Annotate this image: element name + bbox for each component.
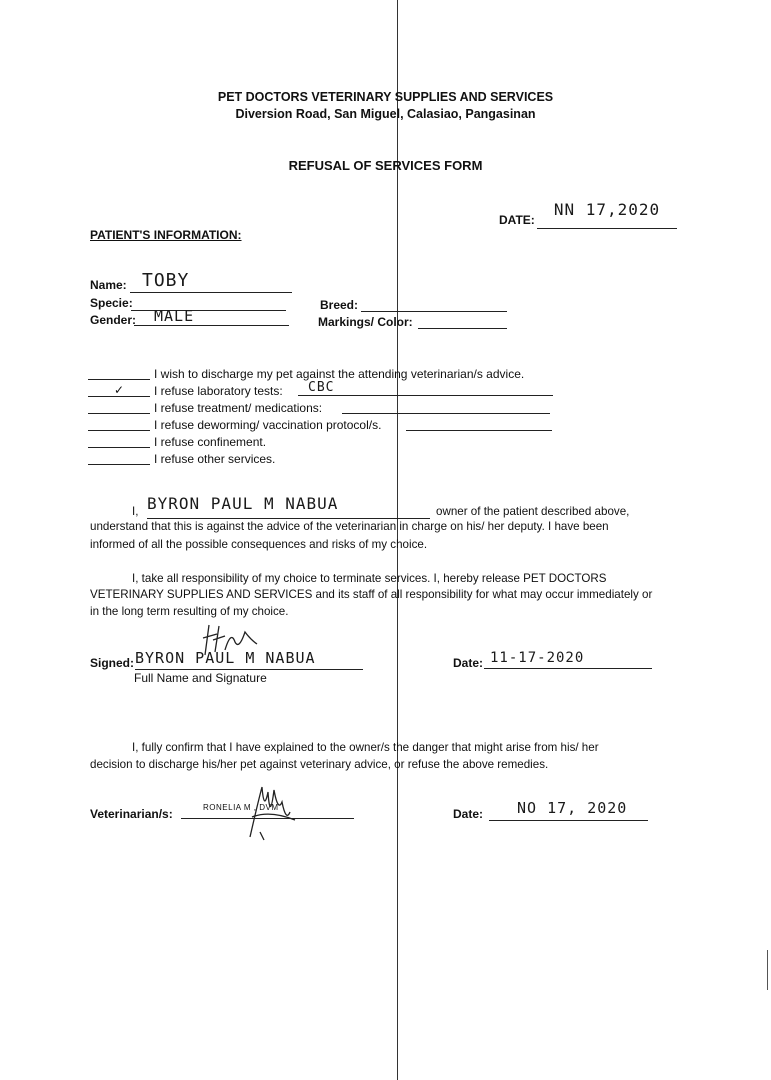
markings-value [418, 315, 507, 329]
patient-section-title: PATIENT'S INFORMATION: [90, 228, 242, 242]
option-check-line [88, 400, 150, 414]
statement-line3: informed of all the possible consequences and risks of my choice. [90, 538, 428, 551]
option-row [88, 417, 568, 434]
form-title: REFUSAL OF SERVICES FORM [288, 158, 483, 173]
option-row [88, 451, 568, 468]
markings-label: Markings/ Color: [318, 315, 413, 329]
option-fill [342, 400, 550, 414]
scan-edge-mark [767, 950, 768, 990]
refusal-options [88, 366, 568, 468]
option-check-line [88, 451, 150, 465]
company-name: PET DOCTORS VETERINARY SUPPLIES AND SERVICES [217, 90, 554, 104]
responsibility-line3: in the long term resulting of my choice. [90, 605, 289, 618]
option-text: I refuse other services. [154, 452, 276, 466]
signed-name: BYRON PAUL M NABUA [135, 649, 363, 670]
veterinarian-signature-scribble [240, 782, 300, 842]
confirmation-line1: I, fully confirm that I have explained to the owner/s the danger that might arise from his/ her [132, 741, 599, 754]
option-fill: CBC [298, 380, 553, 396]
signed-date-label: Date: [453, 656, 484, 670]
option-check-line [88, 366, 150, 380]
statement-line1: owner of the patient described above, [436, 505, 630, 518]
breed-label: Breed: [320, 298, 359, 312]
confirmation-line2: decision to discharge his/her pet against veterinary advice, or refuse the above remedies. [90, 758, 549, 771]
option-row [88, 380, 568, 400]
option-check-line [88, 434, 150, 448]
company-address: Diversion Road, San Miguel, Calasiao, Pangasinan [235, 107, 536, 121]
gender-value: MALE [134, 307, 289, 326]
option-text: I refuse confinement. [154, 435, 267, 449]
date-label: DATE: [499, 213, 535, 227]
veterinarian-name: RONELIA M , DVM [181, 803, 354, 819]
statement-prefix: I, [132, 505, 139, 518]
option-fill [406, 417, 552, 431]
signed-date-value: 11-17-2020 [484, 650, 652, 669]
veterinarian-label: Veterinarian/s: [90, 807, 173, 821]
signed-caption: Full Name and Signature [134, 671, 267, 685]
name-value: TOBY [130, 270, 292, 293]
option-row [88, 434, 568, 451]
date-value: NN 17,2020 [537, 200, 677, 229]
gender-label: Gender: [90, 313, 137, 327]
option-text: I refuse laboratory tests: [154, 384, 283, 398]
option-row [88, 400, 568, 417]
responsibility-line2: VETERINARY SUPPLIES AND SERVICES and its staff of all responsibility for what may occur immediately or [90, 588, 653, 601]
signed-label: Signed: [90, 656, 134, 670]
responsibility-line1: I, take all responsibility of my choice to terminate services. I, hereby release PET DOCTORS [132, 572, 607, 585]
veterinarian-date-label: Date: [453, 807, 484, 821]
option-text: I wish to discharge my pet against the attending veterinarian/s advice. [154, 367, 525, 381]
option-check-line [88, 417, 150, 431]
option-text: I refuse treatment/ medications: [154, 401, 323, 415]
option-check-line: ✓ [88, 383, 150, 397]
specie-label: Specie: [90, 296, 133, 310]
statement-line2: understand that this is against the advice of the veterinarian in charge on his/ her deputy. I have been [90, 520, 609, 533]
name-label: Name: [90, 278, 127, 292]
veterinarian-date-value: NO 17, 2020 [489, 799, 648, 821]
breed-value [361, 297, 507, 312]
owner-name: BYRON PAUL M NABUA [147, 494, 430, 519]
option-text: I refuse deworming/ vaccination protocol/s. [154, 418, 382, 432]
